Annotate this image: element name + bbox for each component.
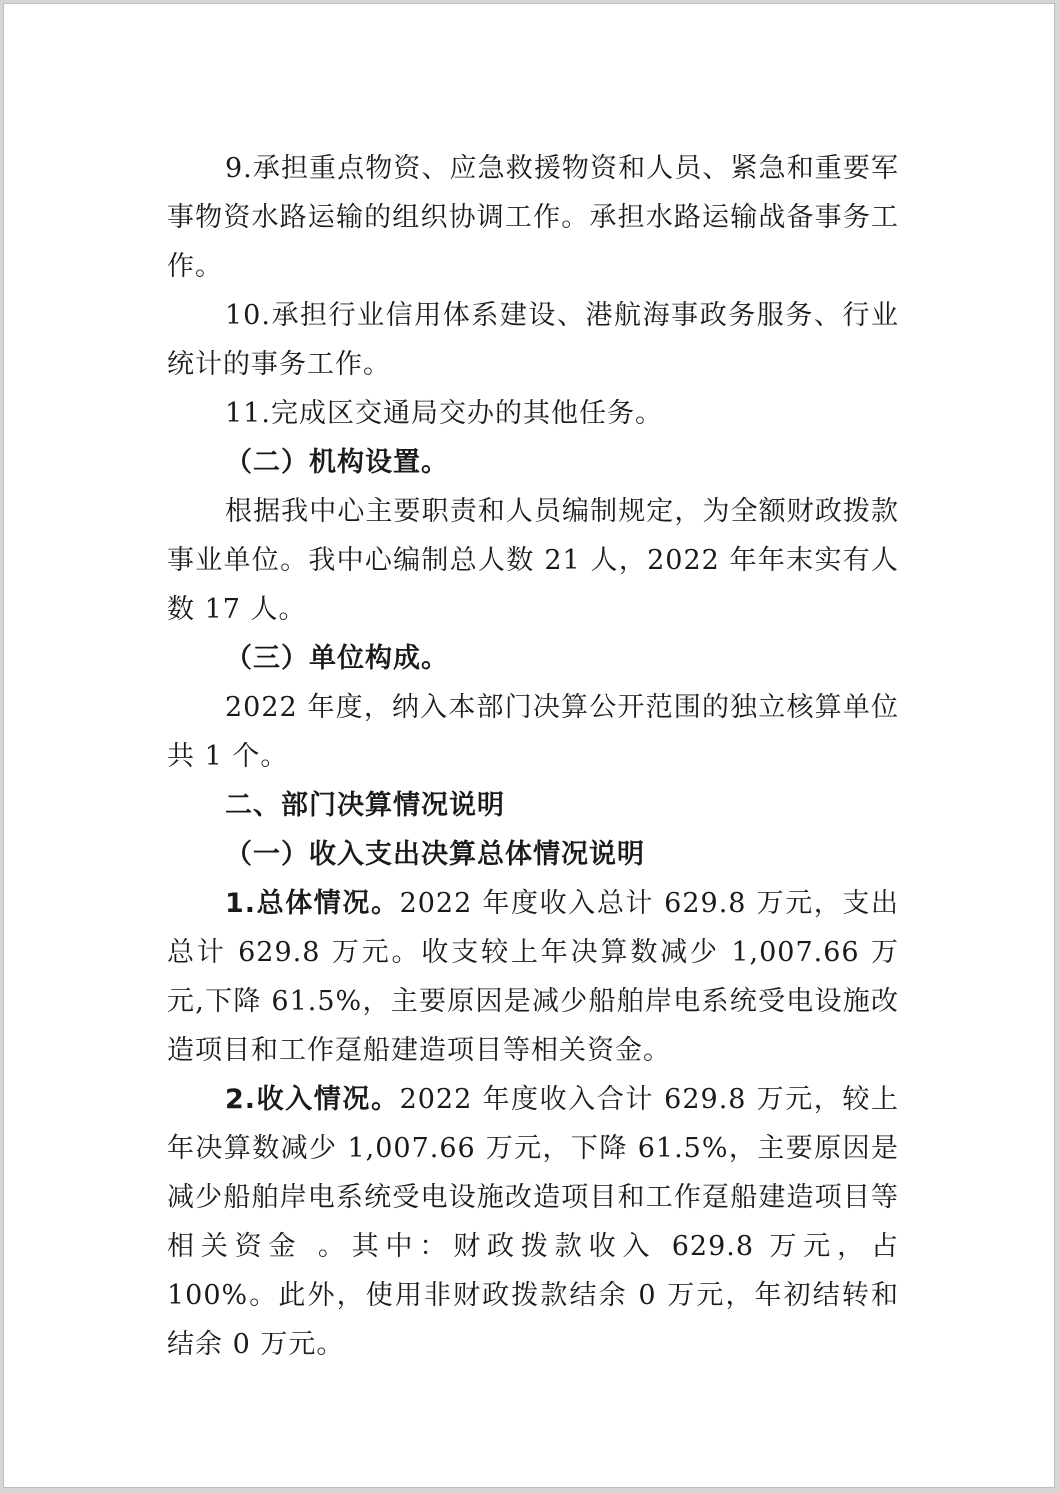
paragraph-income-situation (167, 1075, 899, 1369)
paragraph-duty-11: 11.完成区交通局交办的其他任务。 (225, 398, 663, 429)
lead-overall-situation: 1.总体情况。 (225, 888, 400, 919)
document-page (3, 3, 1055, 1488)
paragraph-organization: 根据我中心主要职责和人员编制规定，为全额财政拨款事业单位。我中心编制总人数 21 人，2022 年年末实有人数 17 人。 (167, 496, 899, 625)
paragraph-duty-9: 9.承担重点物资、应急救援物资和人员、紧急和重要军事物资水路运输的组织协调工作。承担水路运输战备事务工作。 (167, 153, 899, 282)
heading-section-two: 二、部门决算情况说明 (225, 790, 505, 821)
text-overall-situation: 2022 年度收入总计 629.8 万元，支出总计 629.8 万元。收支较上年决算数减少 1,007.66 万元,下降 61.5%，主要原因是减少船舶岸电系统受电设施改造项目和工作趸船建造项目等相关资金。 (167, 888, 899, 1066)
heading-overall-income-expense: （一）收入支出决算总体情况说明 (225, 839, 645, 870)
paragraph-overall-situation (167, 879, 899, 1075)
document-body (167, 144, 899, 1369)
paragraph-unit-composition: 2022 年度，纳入本部门决算公开范围的独立核算单位共 1 个。 (167, 692, 899, 772)
heading-unit-composition: （三）单位构成。 (225, 643, 449, 674)
paragraph-duty-10: 10.承担行业信用体系建设、港航海事政务服务、行业统计的事务工作。 (167, 300, 899, 380)
lead-income-situation: 2.收入情况。 (225, 1084, 400, 1115)
heading-organization: （二）机构设置。 (225, 447, 449, 478)
text-income-situation: 2022 年度收入合计 629.8 万元，较上年决算数减少 1,007.66 万元，下降 61.5%，主要原因是减少船舶岸电系统受电设施改造项目和工作趸船建造项目等相关资金 。其中：财政拨款收入 629.8 万元，占 100%。此外，使用非财政拨款结余 0 万元，年初结转和结余 0 万元。 (167, 1084, 899, 1360)
